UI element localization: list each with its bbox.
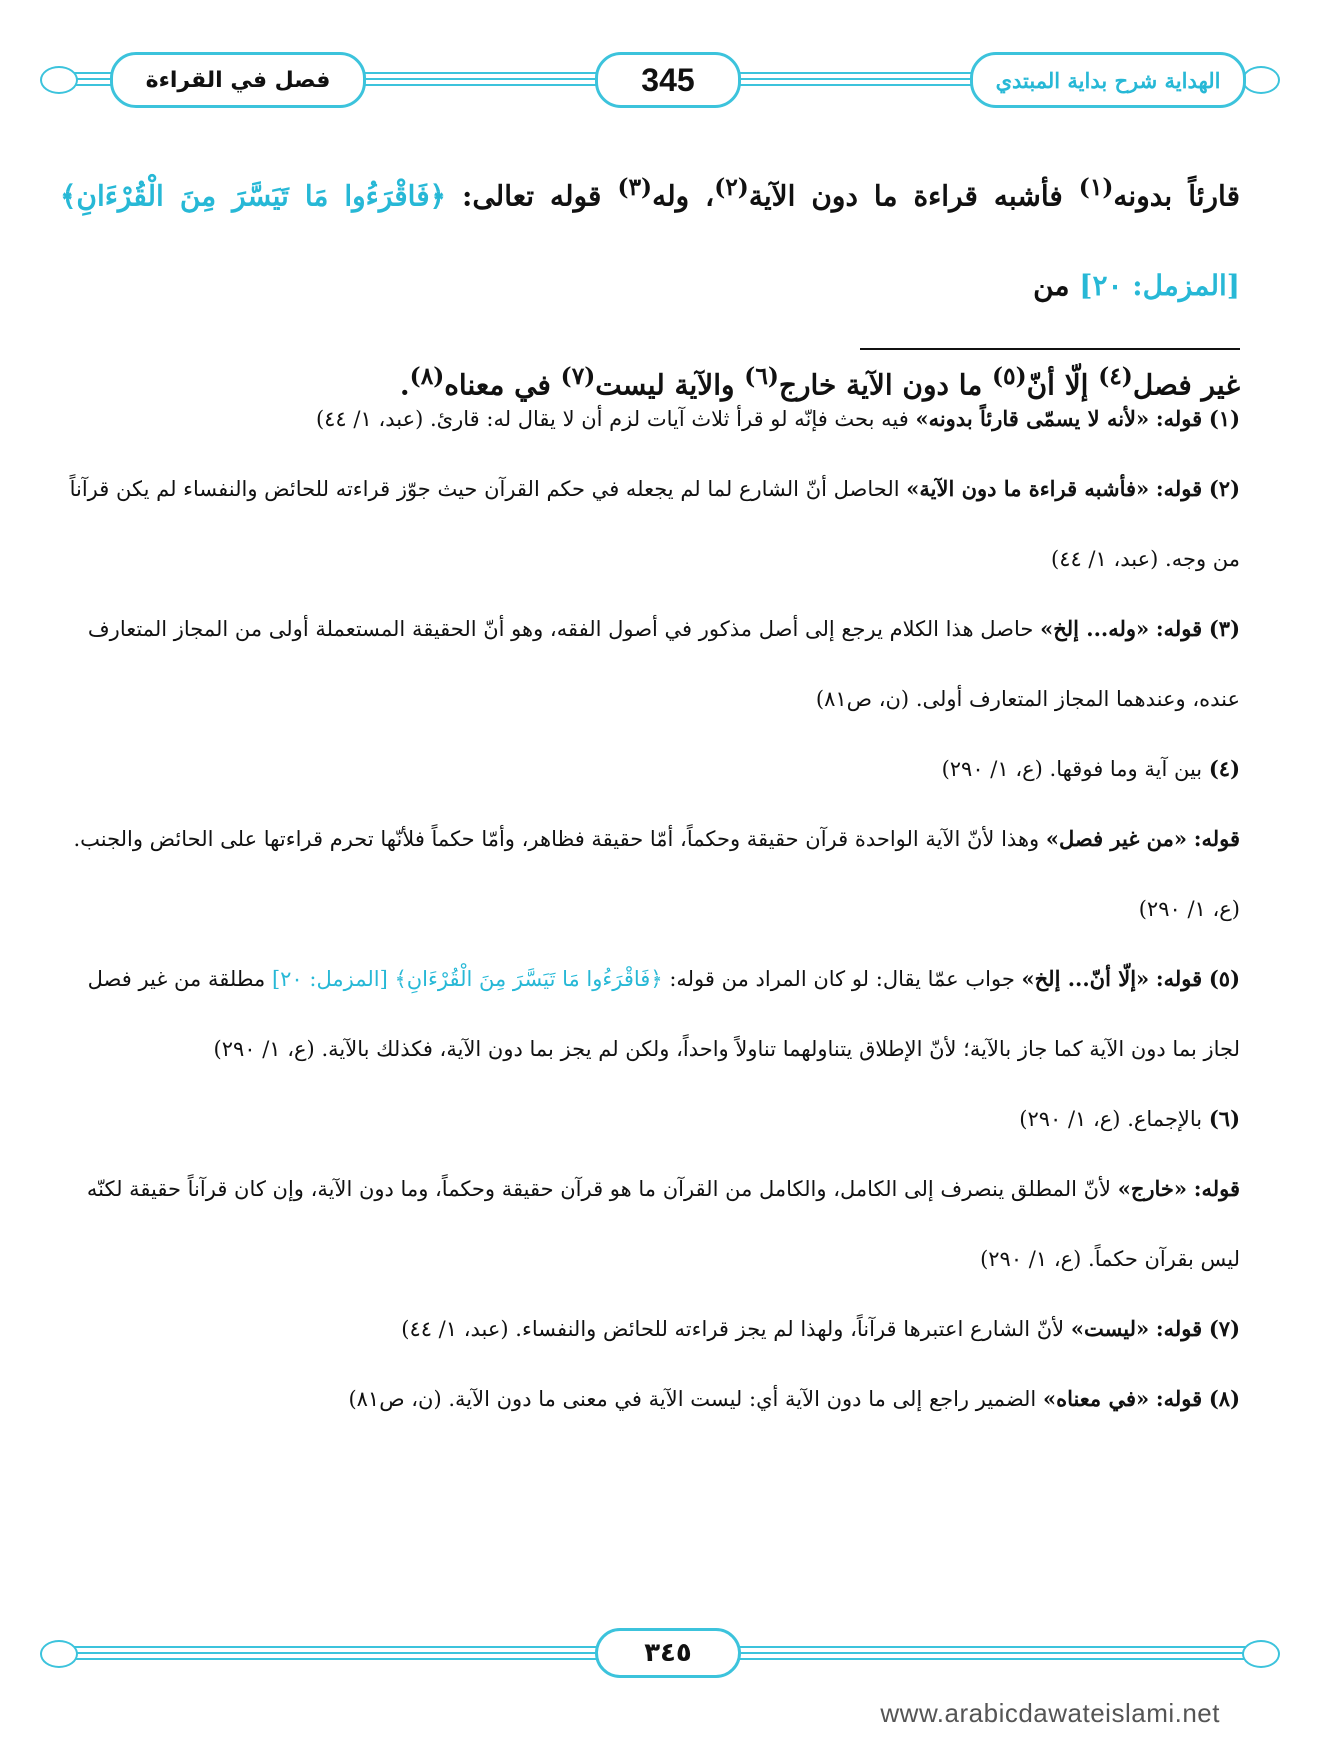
footnote-label: قوله:: [1193, 826, 1240, 851]
footnote-divider: [860, 348, 1240, 350]
footnote-4-commentary: [60, 804, 1240, 944]
footnote-text: فيه بحث فإنّه لو قرأ ثلاث آيات لزم أن لا يقال له: قارئ.: [430, 407, 916, 431]
footnote-quote: «لأنه لا يسمّى قارئاً بدونه»: [915, 406, 1150, 431]
website-link[interactable]: www.arabicdawateislami.net: [880, 1698, 1220, 1728]
footnote-reference: (عبد، ١/ ٤٤): [315, 407, 424, 431]
footnote-text: الحاصل أنّ الشارع لما لم يجعله في حكم القرآن حيث جوّز قراءته للحائض والنفساء لم يكن قرآناً من وجه.: [69, 477, 1240, 571]
footer-page-number: ٣٤٥: [595, 1628, 741, 1678]
footnote-marker: (٦): [744, 362, 779, 391]
footnote-marker: (٧): [560, 362, 596, 391]
main-text-run: في معناه: [444, 368, 561, 402]
footnote-number: (١): [1208, 406, 1240, 431]
footnote-quote: «في معناه»: [1042, 1386, 1150, 1411]
footnote-marker: (٨): [409, 362, 445, 391]
footnote-3: [60, 594, 1240, 734]
footnote-text: بالإجماع.: [1127, 1107, 1203, 1131]
quran-verse: ﴿فَاقْرَءُوا مَا تَيَسَّرَ مِنَ الْقُرْءَانِ﴾ [المزمل: ٢٠]: [60, 179, 1240, 303]
footnote-label: قوله:: [1193, 1176, 1240, 1201]
footnote-text: حاصل هذا الكلام يرجع إلى أصل مذكور في أصول الفقه، وهو أنّ الحقيقة المستعملة أولى من المجاز المتعارف عنده، وعندهما المجاز المتعارف أولى.: [87, 617, 1240, 711]
main-line: [60, 142, 1240, 331]
footnote-text: الضمير راجع إلى ما دون الآية أي: ليست الآية في معنى ما دون الآية.: [448, 1387, 1043, 1411]
main-text-run: .: [399, 368, 410, 402]
footnote-quote: «من غير فصل»: [1045, 826, 1188, 851]
quran-verse: ﴿فَاقْرَءُوا مَا تَيَسَّرَ مِنَ الْقُرْءَانِ﴾ [المزمل: ٢٠]: [271, 967, 663, 991]
footnote-quote: «وله... إلخ»: [1040, 616, 1150, 641]
main-text-run: ما دون الآية خارج: [778, 368, 992, 402]
section-title: فصل في القراءة: [110, 52, 366, 108]
footnote-quote: «خارج»: [1117, 1176, 1188, 1201]
main-text-run: قوله تعالى:: [446, 179, 618, 213]
footnote-text: مطلقة من غير فصل لجاز بما دون الآية كما جاز بالآية؛ لأنّ الإطلاق يتناولهما تناولاً واحداً، ولكن لم يجز بما دون الآية، فكذلك بالآية.: [87, 967, 1240, 1061]
footnote-marker: (٣): [617, 173, 653, 201]
book-title: الهداية شرح بداية المبتدي: [970, 52, 1246, 108]
footnote-text: لأنّ الشارع اعتبرها قرآناً، ولهذا لم يجز قراءته للحائض والنفساء.: [515, 1317, 1071, 1341]
footnote-label: قوله:: [1155, 616, 1203, 641]
footnote-label: قوله:: [1155, 966, 1203, 991]
footnote-7: [60, 1294, 1240, 1364]
footnote-reference: (ن، ص٨١): [348, 1387, 442, 1411]
footnotes: [60, 384, 1240, 1434]
footnote-5: [60, 944, 1240, 1084]
footnote-reference: (ع، ١/ ٢٩٠): [1138, 897, 1240, 921]
footnote-number: (٧): [1208, 1316, 1240, 1341]
footnote-2: [60, 454, 1240, 594]
footnote-quote: «ليست»: [1070, 1316, 1150, 1341]
footnote-reference: (عبد، ١/ ٤٤): [401, 1317, 509, 1341]
footnote-4: [60, 734, 1240, 804]
footnote-reference: (ن، ص٨١): [815, 687, 910, 711]
footnote-reference: (ع، ١/ ٢٩٠): [980, 1247, 1082, 1271]
main-text-run: فأشبه قراءة ما دون الآية: [748, 179, 1079, 213]
footnote-text: لأنّ المطلق ينصرف إلى الكامل، والكامل من القرآن ما هو قرآن حقيقة وحكماً، وما دون الآية، وإن كان قرآناً حقيقة لكنّه ليس بقرآن حكماً.: [86, 1177, 1240, 1271]
footnote-number: (٦): [1208, 1106, 1240, 1131]
footnote-1: [60, 384, 1240, 454]
footnote-reference: (ع، ١/ ٢٩٠): [941, 757, 1043, 781]
main-text-run: ، وله: [652, 179, 715, 213]
footnote-6-commentary: [60, 1154, 1240, 1294]
footnote-marker: (١): [1078, 173, 1114, 201]
footnote-number: (٢): [1208, 476, 1240, 501]
footnote-6: [60, 1084, 1240, 1154]
footnote-8: [60, 1364, 1240, 1434]
footnote-label: قوله:: [1155, 406, 1203, 431]
page-footer: [40, 1626, 1280, 1676]
page-header: [40, 48, 1280, 108]
footnote-quote: «فأشبه قراءة ما دون الآية»: [906, 476, 1150, 501]
footnote-number: (٨): [1208, 1386, 1240, 1411]
main-text-run: من: [1033, 269, 1080, 303]
main-text-run: غير فصل: [1132, 368, 1240, 402]
scroll-ornament-icon: [1242, 66, 1280, 94]
footnote-marker: (٤): [1098, 362, 1133, 391]
main-text-run: إلّا أنّ: [1026, 368, 1099, 402]
footnote-text: جواب عمّا يقال: لو كان المراد من قوله:: [662, 967, 1022, 991]
footnote-label: قوله:: [1155, 1316, 1203, 1341]
main-text-run: والآية ليست: [595, 368, 745, 402]
footnote-number: (٥): [1208, 966, 1240, 991]
scroll-ornament-icon: [1242, 1640, 1280, 1668]
footnote-quote: «إلّا أنّ... إلخ»: [1021, 966, 1150, 991]
footnote-marker: (٥): [991, 362, 1027, 391]
page-number: 345: [595, 52, 741, 108]
footnote-reference: (ع، ١/ ٢٩٠): [1019, 1107, 1121, 1131]
scroll-ornament-icon: [40, 1640, 78, 1668]
footnote-reference: (ع، ١/ ٢٩٠): [213, 1037, 315, 1061]
footnote-label: قوله:: [1155, 1386, 1203, 1411]
footnote-marker: (٢): [714, 173, 749, 201]
main-text-run: قارئاً بدونه: [1113, 179, 1240, 213]
footnote-label: قوله:: [1155, 476, 1203, 501]
footnote-number: (٤): [1208, 756, 1240, 781]
footnote-number: (٣): [1208, 616, 1240, 641]
footnote-text: وهذا لأنّ الآية الواحدة قرآن حقيقة وحكماً، أمّا حقيقة فظاهر، وأمّا حكماً فلأنّها تحرم قراءتها على الحائض والجنب.: [73, 827, 1046, 851]
footnote-reference: (عبد، ١/ ٤٤): [1050, 547, 1159, 571]
footnote-text: بين آية وما فوقها.: [1049, 757, 1203, 781]
scroll-ornament-icon: [40, 66, 78, 94]
